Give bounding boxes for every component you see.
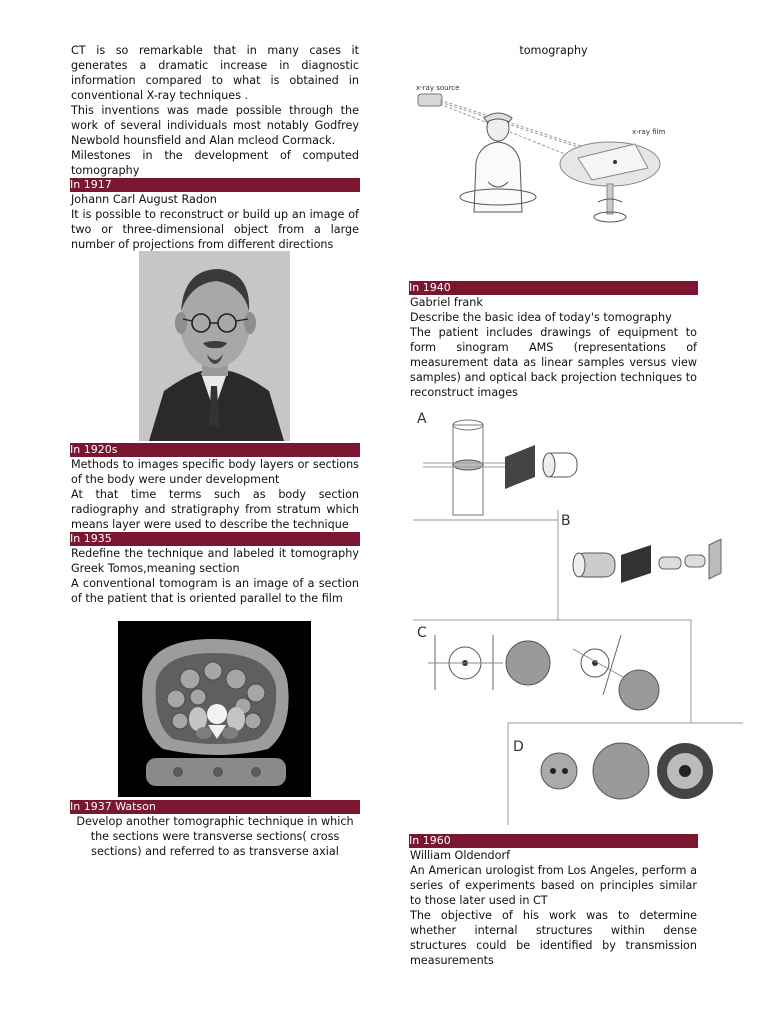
band-1935: In 1935 [70, 532, 360, 546]
ct-scan-image [118, 621, 311, 797]
intro-paragraph-2: This inventions was made possible through the work of several individuals most notably Godfrey Newbold hounsfield and Alan mcleod Cormack. [71, 104, 359, 147]
text-1940-b: The patient includes drawings of equipment to form sinogram AMS (representations of measurement data as linear samples versus view samples) and optical back projection techniques to reconstruct images [410, 326, 697, 399]
radon-portrait-image [139, 251, 290, 441]
band-1920s: In 1920s [70, 443, 360, 457]
name-1960: William Oldendorf [410, 849, 511, 862]
intro-paragraph: CT is so remarkable that in many cases it generates a dramatic increase in diagnostic information compared to what is obtained in conventional X-ray techniques . [71, 44, 359, 102]
text-1935-a: Redefine the technique and labeled it tomography Greek Tomos,meaning section [71, 547, 359, 575]
band-1960: In 1960 [409, 834, 698, 848]
panel-label-b: B [561, 513, 571, 529]
band-1937: In 1937 Watson [70, 800, 360, 814]
section-1935 [71, 546, 359, 606]
section-1917 [71, 192, 359, 252]
panel-label-c: C [417, 625, 427, 641]
panel-label-a: A [417, 411, 427, 427]
tomography-diagram [410, 72, 700, 242]
text-1935-b: A conventional tomogram is an image of a section of the patient that is oriented parallel to the film [71, 577, 359, 605]
milestones-intro: Milestones in the development of computed tomography [71, 149, 359, 177]
band-1917: In 1917 [70, 178, 360, 192]
tomography-heading: tomography [519, 44, 588, 57]
intro-block [71, 43, 359, 178]
section-1920s [71, 457, 359, 532]
text-1940-a: Describe the basic idea of today's tomography [410, 311, 672, 324]
text-1920s-a: Methods to images specific body layers or sections of the body were under development [71, 458, 359, 486]
band-1940: In 1940 [409, 281, 698, 295]
text-1960-a: An American urologist from Los Angeles, perform a series of experiments based on principles similar to those later used in CT [410, 864, 697, 907]
text-1920s-b: At that time terms such as body section radiography and stratigraphy from stratum which means layer were used to describe the technique [71, 488, 359, 531]
section-1960 [410, 848, 697, 968]
tomography-panels-diagram [413, 405, 743, 831]
text-1937: Develop another tomographic technique in which the sections were transverse sections( cross sections) and referred to as transverse axial [76, 815, 354, 858]
section-1940 [410, 295, 697, 400]
xray-source-label: x-ray source [416, 84, 460, 92]
name-1940: Gabriel frank [410, 296, 483, 309]
section-1937 [71, 814, 359, 859]
panel-label-d: D [513, 739, 524, 755]
text-1917: It is possible to reconstruct or build up an image of two or three-dimensional object from a large number of projections from different directions [71, 208, 359, 251]
text-1960-b: The objective of his work was to determine whether internal structures within dense structures could be identified by transmission measurements [410, 909, 697, 967]
name-1917: Johann Carl August Radon [71, 193, 217, 206]
xray-film-label: x-ray film [632, 128, 666, 136]
